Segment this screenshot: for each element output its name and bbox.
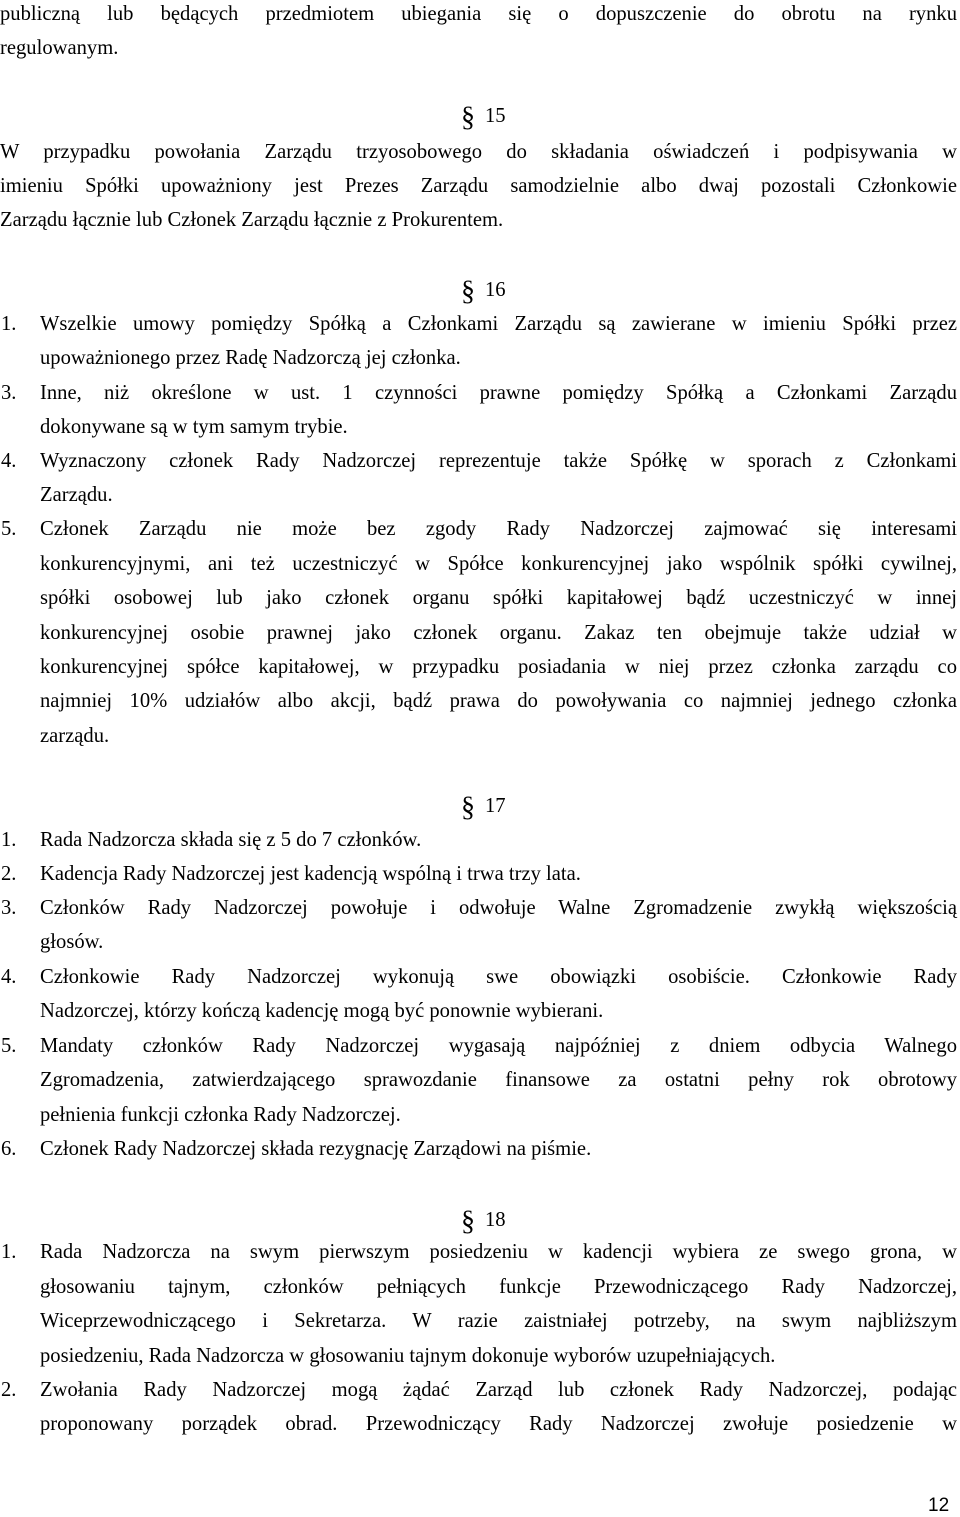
paragraph-line: publiczną lub będących przedmiotem ubiegania się o dopuszczenie do obrotu na rynku (0, 3, 957, 25)
section-heading-17: § 17 (461, 792, 506, 823)
paragraph-line: Zarządu łącznie lub Członek Zarządu łącznie z Prokurentem. (0, 209, 504, 231)
paragraph-line: regulowanym. (0, 37, 119, 59)
page-number: 12 (928, 1495, 950, 1516)
section-heading-18: § 18 (461, 1206, 506, 1237)
paragraph-line: imieniu Spółki upoważniony jest Prezes Zarządu samodzielnie albo dwaj pozostali Członkowie (0, 175, 957, 197)
paragraph-line: W przypadku powołania Zarządu trzyosobowego do składania oświadczeń i podpisywania w (0, 141, 957, 163)
section-heading-15: § 15 (461, 102, 506, 133)
section-heading-16: § 16 (461, 276, 506, 307)
